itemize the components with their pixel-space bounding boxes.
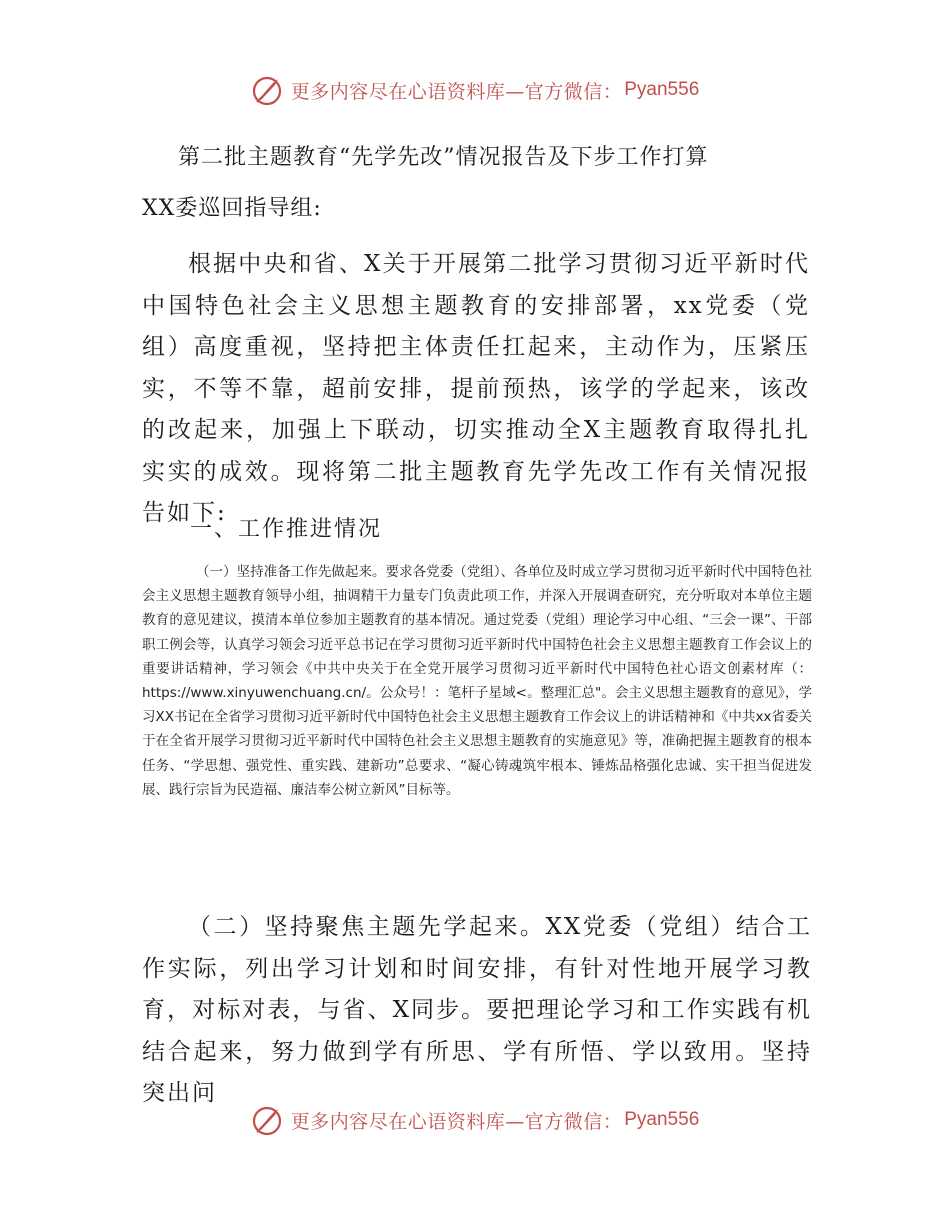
intro-paragraph: 根据中央和省、X关于开展第二批学习贯彻习近平新时代中国特色社会主义思想主题教育的安排部署，xx党委（党组）高度重视，坚持把主体责任扛起来，主动作为，压紧压实，不等不靠，超前安排，提前预热，该学的学起来，该改的改起来，加强上下联动，切实推动全X主题教育取得扎扎实实的成效。现将第二批主题教育先学先改工作有关情况报告如下: bbox=[142, 251, 810, 526]
quill-logo-icon bbox=[251, 1103, 285, 1137]
banner-text: 更多内容尽在心语资料库—官方微信： bbox=[290, 1110, 623, 1133]
banner-wechat-id: Pyan556 bbox=[624, 79, 700, 100]
banner-text: 更多内容尽在心语资料库—官方微信： bbox=[290, 80, 623, 103]
item-1-paragraph: （一）坚持准备工作先做起来。要求各党委（党组）、各单位及时成立学习贯彻习近平新时代中国特色社会主义思想主题教育领导小组，抽调精干力量专门负责此项工作，并深入开展调查研究，充分听取对本单位主题教育的意见建议，摸清本单位参加主题教育的基本情况。通过党委（党组）理论学习中心组、“三会一课”、干部职工例会等，认真学习领会习近平总书记在学习贯彻习近平新时代中国特色社会主义思想主题教育工作会议上的重要讲话精神，学习领会《中共中央关于在全党开展学习贯彻习近平新时代中国特色社心语文创素材库（：https://www.xinyuwenchuang.cn/。公众号！：笔杆子星域<。整理汇总"。会主义思想主题教育的意见》，学习XX书记在全省学习贯彻习近平新时代中国特色社会主义思想主题教育工作会议上的讲话精神和《中共xx省委关于在全省开展学习贯彻习近平新时代中国特色社会主义思想主题教育的实施意见》等，准确把握主题教育的根本任务、“学思想、强党性、重实践、建新功”总要求、“凝心铸魂筑牢根本、锤炼品格强化忠诚、实干担当促进发展、践行宗旨为民造福、廉洁奉公树立新风”目标等。 bbox=[142, 564, 812, 798]
quill-logo-icon bbox=[251, 73, 285, 107]
footer-banner bbox=[0, 1100, 950, 1140]
salutation: XX委巡回指导组: bbox=[142, 196, 322, 221]
header-banner bbox=[0, 70, 950, 110]
item-2-paragraph: （二）坚持聚焦主题先学起来。XX党委（党组）结合工作实际，列出学习计划和时间安排，有针对性地开展学习教育，对标对表，与省、X同步。要把理论学习和工作实践有机结合起来，努力做到学有所思、学有所悟、学以致用。坚持突出问 bbox=[142, 914, 812, 1106]
document-title: 第二批主题教育“先学先改”情况报告及下步工作打算 bbox=[178, 145, 709, 170]
banner-wechat-id: Pyan556 bbox=[624, 1109, 700, 1130]
section-heading: 一、工作推进情况 bbox=[190, 517, 383, 542]
